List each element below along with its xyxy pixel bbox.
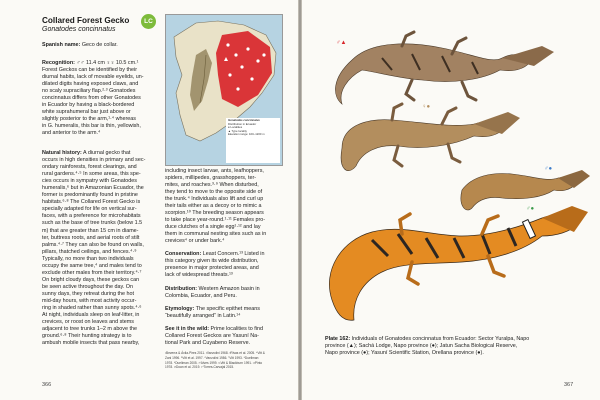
locality-dot: [240, 65, 243, 68]
natural-history-line: ter, buttress roots, and aerial roots of stilt: [42, 234, 140, 241]
specimen-marker: ♂▲: [336, 40, 347, 46]
reference-line: Zani 1996. ⁵Vitt et al. 1997. ⁶Vanzolini 1986. ⁷Vitt 1993. ⁸Duellman: [165, 355, 259, 360]
conservation-line: Least Concern.¹³ Listed in: [202, 251, 265, 257]
plate-caption-line: Napo province (●); Yasuní Scientific Station, Orellana province (●).: [325, 350, 484, 357]
references: [165, 351, 293, 370]
natural-history-line: scorpion.¹⁰ The breeding season appears: [165, 210, 264, 217]
locality-dot: [262, 53, 265, 56]
recognition-line: white suprahumeral bar just above or: [42, 109, 131, 116]
natural-history-line: At night, individuals sleep on leaf-litter, in: [42, 312, 140, 319]
natural-history-line: ambush mobile insects that pass nearby,: [42, 340, 140, 347]
natural-history-line: occurs in high densities in primary and sec-: [42, 157, 146, 164]
specimen-marker: ♂●: [526, 206, 535, 212]
recognition-line: diurnal habits, lack of movable eyelids, un-: [42, 74, 144, 81]
plate-illustration: [302, 0, 600, 330]
natural-history-line: palms.⁴·⁷ They can also be found on walls,: [42, 241, 144, 248]
natural-history-line: On bright cloudy days, these geckos can: [42, 276, 140, 283]
etymology-line: The specific epithet means: [195, 306, 260, 312]
natural-history-label: Natural history:: [42, 150, 82, 156]
legend-localities: ● Localities: [228, 125, 243, 130]
natural-history-line: former is predominantly found in pristine: [42, 192, 138, 199]
gecko-male-top: [335, 32, 554, 104]
recognition-line: and anterior to the arm.⁴: [42, 130, 101, 137]
etymology-section: [165, 306, 290, 320]
natural-history-line: mites, and roaches.³·⁹ When disturbed,: [165, 182, 259, 189]
natural-history-line: they tend to move to the opposite side of: [165, 189, 263, 196]
gecko-female: [341, 104, 520, 171]
natural-history-line: spiders, millipedes, grasshoppers, ter-: [165, 175, 257, 182]
gecko-body: [335, 44, 530, 104]
natural-history-line: be seen active throughout the day. On: [42, 283, 134, 290]
natural-history-line: duce clutches of a single egg¹·¹² and lay: [165, 224, 261, 231]
natural-history-line: ring in shaded rather than sunny spots.⁴·⁶: [42, 305, 142, 312]
natural-history-line: adjacent to tree trunks 1–2 m above the: [42, 326, 137, 333]
distribution-map: [165, 14, 283, 166]
gecko-body: [329, 215, 578, 320]
see-it-line: Prime localities to find: [210, 326, 263, 332]
legend-title: Gonatodes concinnatus: [228, 118, 260, 122]
natural-history-line: the trunk.⁴ Individuals also lift and curl up: [165, 196, 264, 203]
locality-dot: [246, 47, 249, 50]
see-it-line: Collared Forest Geckos are Yasuní Na-: [165, 333, 259, 340]
etymology-line: “beautifully arranged” in Latin.¹⁴: [165, 313, 241, 320]
recognition-line: in G. humeralis, this bar is thin, yellowish,: [42, 123, 141, 130]
conservation-line: presence in major protected areas, and: [165, 265, 259, 272]
natural-history-line: such as the base of tree trunks (below 1.5: [42, 220, 143, 227]
spanish-name-line: [42, 42, 118, 49]
natural-history-line: including insect larvae, ants, leafhoppers,: [165, 168, 264, 174]
plate-caption-line: province (▲); Sachá Lodge, Napo province (●); Jatun Sacha Biological Reserve,: [325, 343, 518, 350]
natural-history-line: crevices, or roost on leaves and stems: [42, 319, 134, 326]
recognition-line: in Ecuador by having a black-bordered: [42, 102, 135, 109]
plate-caption: [325, 336, 580, 358]
natural-history-line: m) that are greater than 15 cm in diame-: [42, 227, 139, 234]
locality-dot: [228, 73, 231, 76]
plate-label: Plate 162:: [325, 336, 351, 342]
locality-dot: [256, 59, 259, 62]
locality-dot: [236, 87, 239, 90]
gecko-body: [341, 120, 504, 171]
specimen-marker: ♀●: [422, 104, 431, 110]
spanish-name-value: Geco de collar.: [81, 42, 118, 48]
natural-history-line: exclude other males from their territory.⁴·⁷: [42, 269, 142, 276]
natural-history-line: ground.⁶·⁸ Their hunting strategy is to: [42, 333, 132, 340]
conservation-status-badge: LC: [141, 14, 156, 29]
natural-history-section: [42, 150, 164, 347]
natural-history-line: Typically, no more than two individuals: [42, 255, 134, 262]
recognition-line: dilated digits having exposed claws, and: [42, 81, 139, 88]
page-number-right: 367: [564, 382, 574, 388]
recognition-line: slightly posterior to the arm,¹·⁴ whereas: [42, 116, 136, 123]
conservation-label: Conservation:: [165, 251, 202, 257]
conservation-section: [165, 251, 290, 279]
specimen-marker: ♂●: [544, 166, 553, 172]
map-legend: [226, 118, 280, 163]
gecko-male-bottom: [329, 206, 588, 320]
natural-history-line: pillars, thatched ceilings, and fences.⁴·⁹: [42, 248, 137, 255]
reference-line: 1978. ⁹Duellman 2005. ¹⁰Alves 1999. ¹¹Vitt & Blackburn 1991. ¹²Pinto: [165, 360, 263, 365]
plate-caption-line: Individuals of Gonatodes concinnatus from Ecuador: Sector Yuralpa, Napo: [351, 336, 530, 342]
range-polygon: [216, 31, 272, 107]
natural-history-line: rural gardens.⁴·⁵ In some areas, this spe-: [42, 171, 141, 178]
natural-history-line: sunny days, they retreat during the hot: [42, 290, 134, 297]
species-title: Collared Forest Gecko: [42, 16, 130, 25]
recognition-line: concinnatus differs from other Gonatodes: [42, 95, 141, 102]
natural-history-line: faces, with a preference for microhabitats: [42, 213, 141, 220]
recognition-line: ♂♂ 11.4 cm ♀♀ 10.5 cm.¹: [76, 60, 139, 66]
page-number-left: 366: [42, 382, 52, 388]
recognition-label: Recognition:: [42, 60, 75, 66]
conservation-line: lack of widespread threats.¹³: [165, 272, 233, 279]
natural-history-line: crevices⁴ or under bark.⁴: [165, 238, 225, 245]
natural-history-line: their tails either as a decoy or to mimic a: [165, 203, 262, 210]
recognition-line: no scaly supraciliary flap.²·³ Gonatodes: [42, 88, 136, 95]
legend-elevation: Elevation range: 100–1200 m: [228, 132, 265, 137]
spanish-name-label: Spanish name:: [42, 42, 81, 48]
locality-dot: [250, 77, 253, 80]
locality-dot: [234, 53, 237, 56]
distribution-line: Western Amazon basin in: [198, 286, 260, 292]
legend-type-locality: ▲ Type locality: [228, 128, 247, 133]
see-it-in-the-wild-section: [165, 326, 290, 347]
natural-history-line: occupy the same tree,⁴ and males tend to: [42, 262, 142, 269]
reference-line: ¹Bezerra & Ávila-Pires 2011. ²Vanzolini 1968. ³Rivas et al. 2005. ⁴Vitt &: [165, 351, 265, 355]
natural-history-line: habitats.⁶·⁸ The Collared Forest Gecko is: [42, 199, 141, 206]
etymology-label: Etymology:: [165, 306, 195, 312]
conservation-line: this category given its wide distribution,: [165, 258, 259, 265]
locality-dot: [226, 43, 229, 46]
distribution-line: Colombia, Ecuador, and Peru.: [165, 293, 237, 300]
reference-line: 1978. ¹³Doan et al. 2019. ¹⁴Torres-Carvajal 2015.: [165, 365, 235, 370]
left-page: [0, 0, 298, 400]
natural-history-line: humeralis,⁶ but in Amazonian Ecuador, the: [42, 185, 144, 192]
legend-subtitle: Distribution in Ecuador: [228, 121, 257, 126]
natural-history-line: cies occurs in sympatry with Gonatodes: [42, 178, 137, 185]
gecko-body: [461, 174, 576, 210]
natural-history-line: to take place year-round.¹·¹¹ Females pro-: [165, 217, 266, 224]
distribution-label: Distribution:: [165, 286, 198, 292]
natural-history-line: mid-day hours, with most activity occur-: [42, 297, 137, 304]
recognition-line: Forest Geckos can be identified by their: [42, 67, 137, 74]
natural-history-continued: [165, 168, 290, 246]
natural-history-line: A diurnal gecko that: [83, 150, 131, 156]
natural-history-line: specially adapted for life on vertical sur-: [42, 206, 137, 213]
natural-history-line: them in communal nesting sites such as in: [165, 231, 267, 238]
distribution-section: [165, 286, 290, 300]
gecko-male-small: [461, 170, 590, 210]
scientific-name: Gonatodes concinnatus: [42, 26, 116, 33]
recognition-section: [42, 60, 164, 138]
right-page: [302, 0, 600, 400]
see-it-label: See it in the wild:: [165, 326, 210, 332]
see-it-line: tional Park and Cuyabeno Reserve.: [165, 340, 251, 347]
natural-history-line: ondary rainforests, forest clearings, and: [42, 164, 137, 171]
